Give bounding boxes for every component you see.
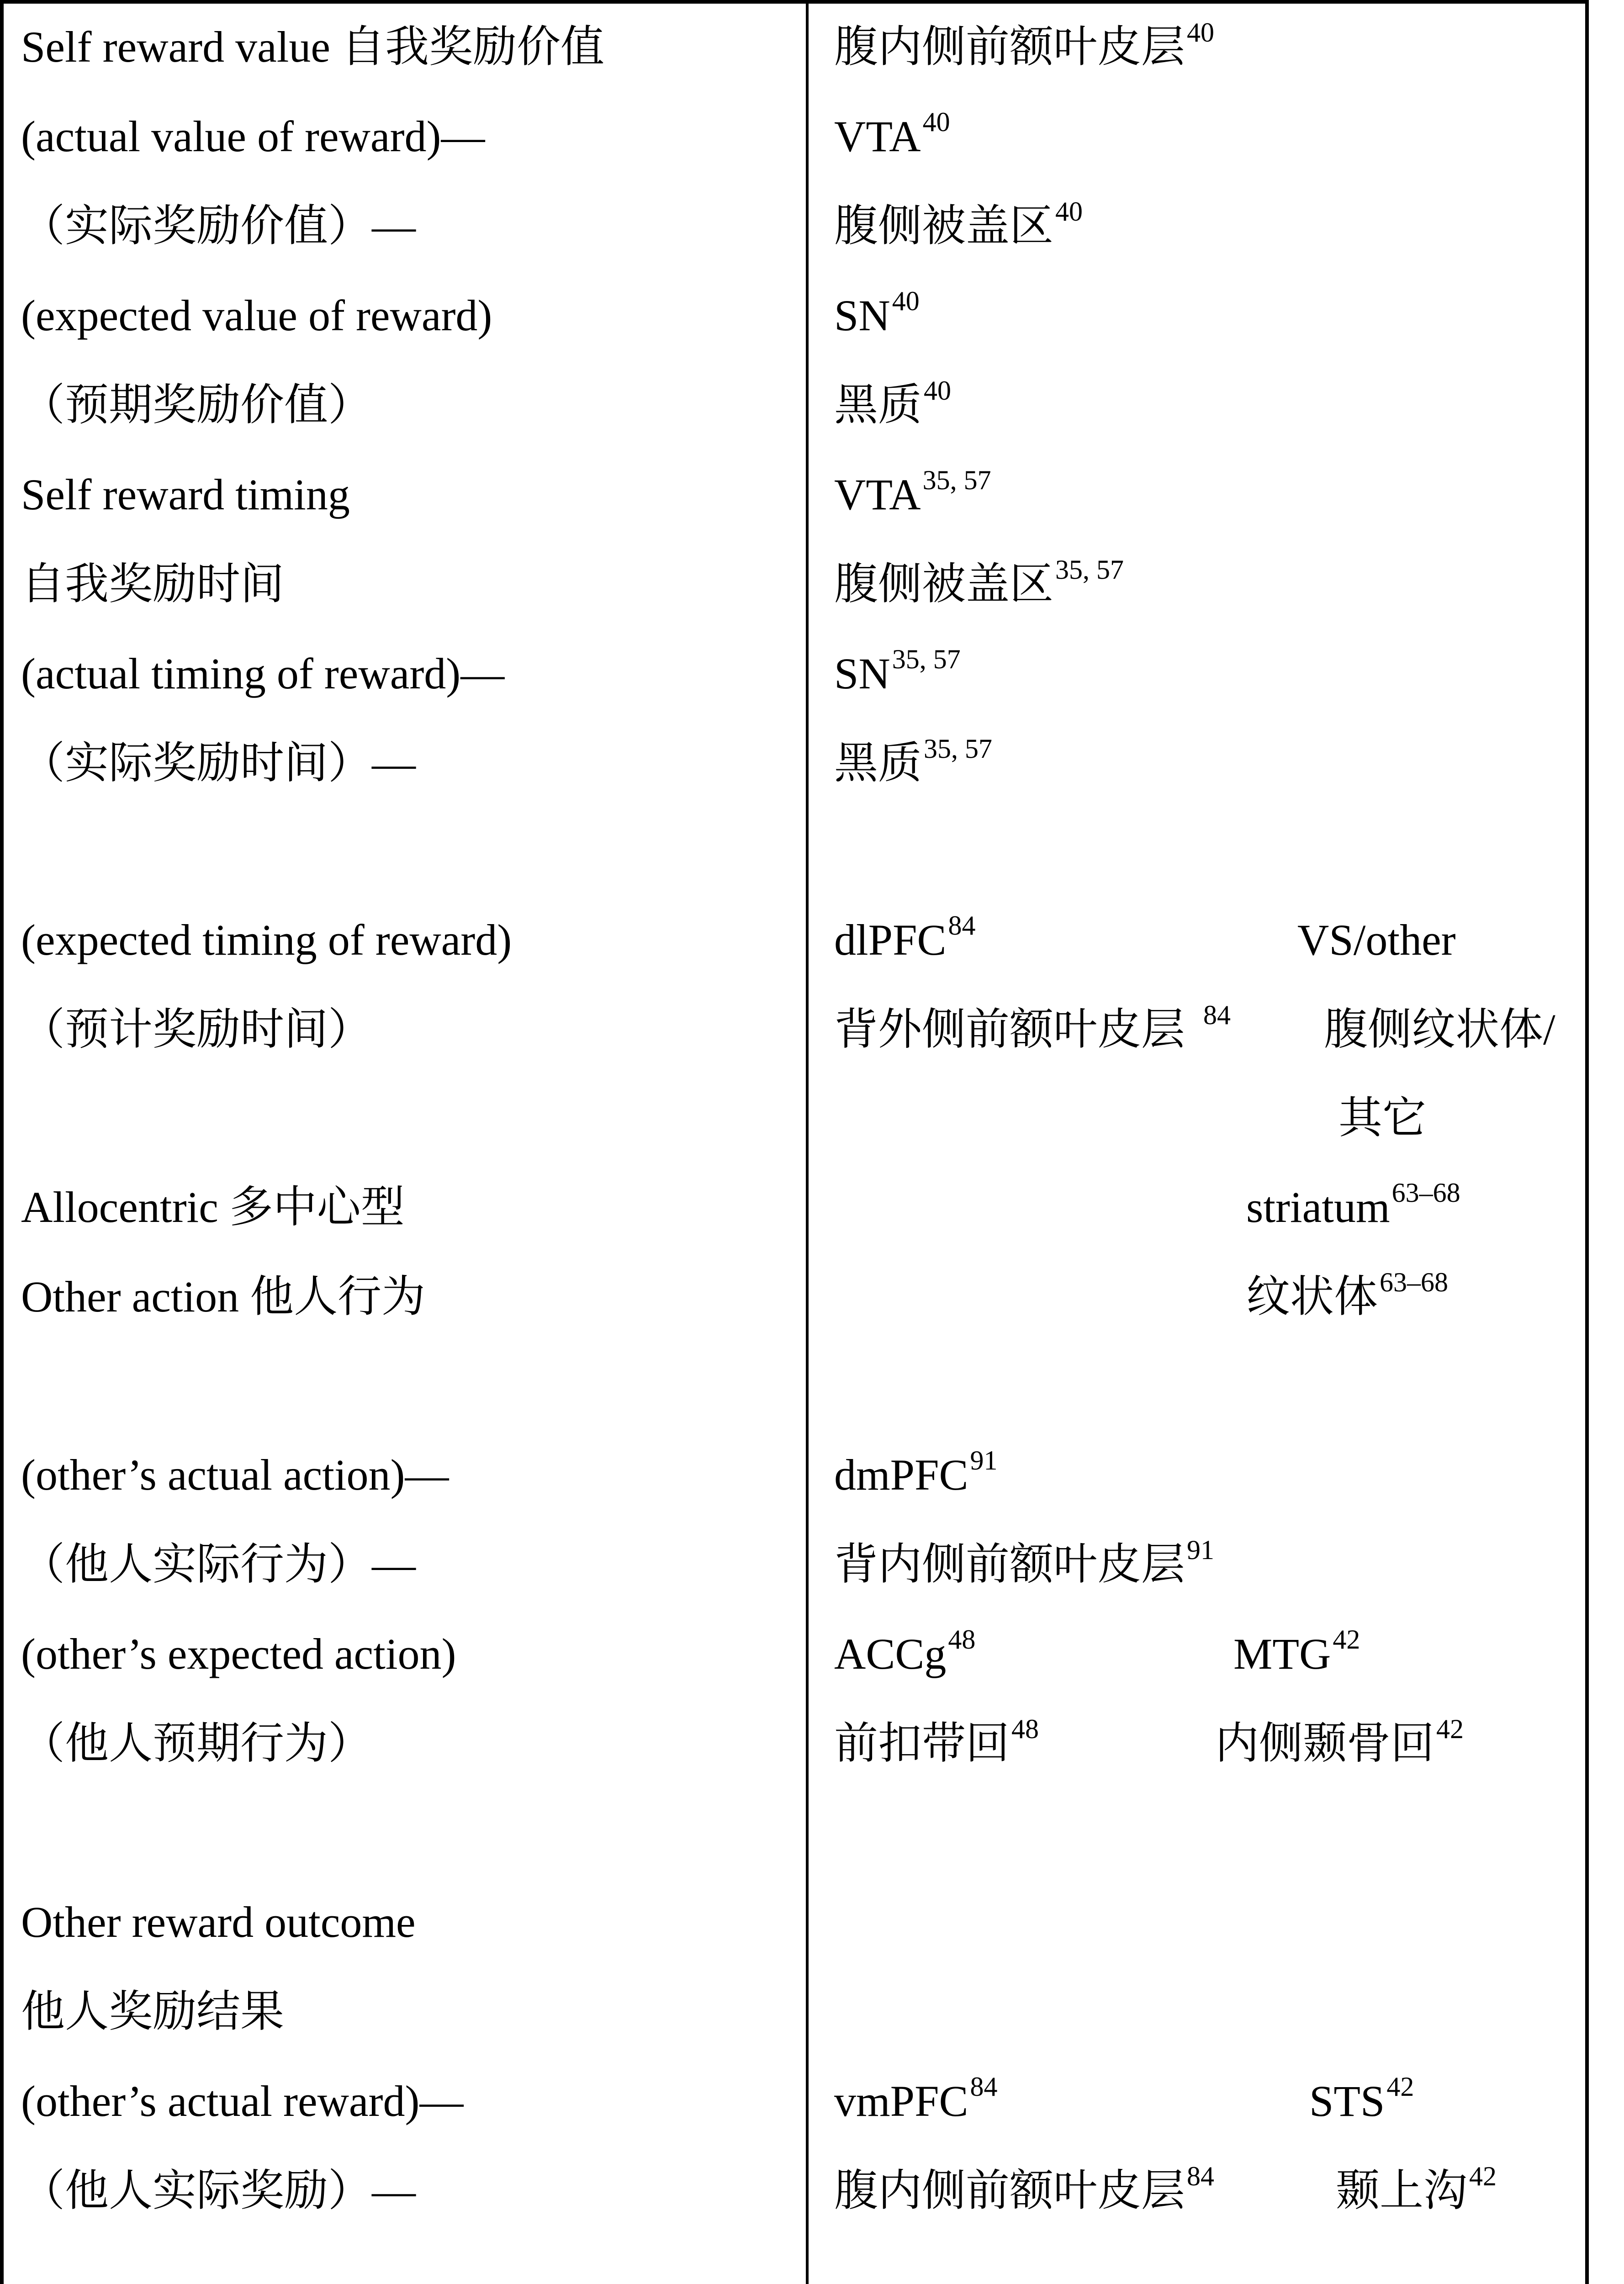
region-entry: MTG$^{42}$ bbox=[1233, 1624, 1360, 1678]
label-line: (expected value of reward) bbox=[21, 291, 492, 340]
region-entry: STS$^{42}$ bbox=[1309, 2072, 1414, 2125]
region-entry: 腹内侧前额叶皮层$^{84}$ bbox=[834, 2161, 1214, 2215]
label-line: （实际奖励价值）— bbox=[21, 201, 416, 250]
reference-superscript: 40 bbox=[924, 375, 951, 406]
region-entry: 背外侧前额叶皮层 $^{84}$ bbox=[834, 1000, 1231, 1054]
reference-superscript: 84 bbox=[970, 2072, 998, 2102]
reference-superscript: 35, 57 bbox=[924, 734, 992, 764]
region-entry: 颞上沟$^{42}$ bbox=[1336, 2161, 1497, 2215]
label-line: 自我奖励时间 bbox=[21, 560, 284, 608]
label-line: （预期奖励价值） bbox=[21, 381, 372, 429]
region-entry: SN$^{35, 57}$ bbox=[834, 644, 961, 698]
reference-superscript: 40 bbox=[1055, 196, 1083, 227]
label-line: (other’s expected action) bbox=[21, 1629, 456, 1678]
label-line: (other’s actual reward)— bbox=[21, 2077, 464, 2125]
reference-superscript: 42 bbox=[1436, 1714, 1464, 1744]
region-entry: SN$^{40}$ bbox=[834, 286, 920, 340]
reference-superscript: 63–68 bbox=[1391, 1178, 1460, 1208]
region-entry: vmPFC$^{84}$ bbox=[834, 2072, 998, 2125]
region-entry: 纹状体$^{63-68}$ bbox=[1246, 1267, 1448, 1321]
label-line: Self reward value 自我奖励价值 bbox=[21, 22, 605, 71]
region-entry: 黑质$^{35, 57}$ bbox=[834, 734, 992, 788]
region-entry: VTA$^{40}$ bbox=[834, 107, 950, 161]
region-entry: 腹侧被盖区$^{40}$ bbox=[834, 196, 1083, 250]
region-entry: 黑质$^{40}$ bbox=[834, 375, 951, 429]
reference-superscript: 48 bbox=[1011, 1714, 1039, 1744]
reference-superscript: 63–68 bbox=[1380, 1267, 1448, 1297]
label-line: (actual timing of reward)— bbox=[21, 649, 505, 698]
region-entry: 腹侧被盖区$^{35, 57}$ bbox=[834, 555, 1124, 608]
region-entry: striatum$^{63-68}$ bbox=[1246, 1178, 1460, 1232]
reference-superscript: 48 bbox=[948, 1624, 976, 1655]
region-entry: dmPFC$^{91}$ bbox=[834, 1445, 998, 1499]
reference-superscript: 40 bbox=[892, 286, 920, 316]
reference-superscript: 35, 57 bbox=[892, 644, 961, 674]
reference-superscript: 84 bbox=[948, 910, 976, 941]
region-entry: 腹侧纹状体/ bbox=[1324, 1005, 1555, 1054]
region-entry: 内侧颞骨回$^{42}$ bbox=[1215, 1714, 1464, 1768]
region-entry: dlPFC$^{84}$ bbox=[834, 910, 976, 964]
region-entry: ACCg$^{48}$ bbox=[834, 1624, 976, 1678]
reference-superscript: 35, 57 bbox=[922, 465, 991, 495]
region-entry: 其它 bbox=[1338, 1094, 1426, 1142]
reference-superscript: 91 bbox=[1187, 1535, 1214, 1565]
reference-superscript: 84 bbox=[1187, 2161, 1214, 2191]
reference-superscript: 42 bbox=[1333, 1624, 1360, 1655]
reference-superscript: 42 bbox=[1386, 2072, 1414, 2102]
reference-superscript: 40 bbox=[1187, 17, 1214, 48]
label-line: （实际奖励时间）— bbox=[21, 739, 416, 788]
label-line: (expected timing of reward) bbox=[21, 915, 512, 964]
reference-superscript: 42 bbox=[1469, 2161, 1497, 2191]
label-line: （他人预期行为） bbox=[21, 1719, 372, 1768]
region-entry: VS/other bbox=[1297, 915, 1456, 964]
reference-superscript: 84 bbox=[1203, 1000, 1231, 1030]
reference-superscript: 40 bbox=[922, 107, 950, 137]
label-line: Other action 他人行为 bbox=[21, 1272, 426, 1321]
label-line: （他人实际行为）— bbox=[21, 1540, 416, 1589]
label-line: (other’s actual action)— bbox=[21, 1450, 449, 1499]
label-line: (actual value of reward)— bbox=[21, 112, 485, 161]
label-line: Self reward timing bbox=[21, 470, 350, 519]
region-entry: 背内侧前额叶皮层$^{91}$ bbox=[834, 1535, 1214, 1589]
region-entry: 前扣带回$^{48}$ bbox=[834, 1714, 1039, 1768]
label-line: （预计奖励时间） bbox=[21, 1005, 372, 1054]
reference-superscript: 91 bbox=[970, 1445, 998, 1475]
label-line: Other reward outcome bbox=[21, 1898, 416, 1946]
label-line: （他人实际奖励）— bbox=[21, 2166, 416, 2215]
reference-superscript: 35, 57 bbox=[1055, 555, 1124, 585]
column-divider bbox=[806, 0, 809, 2284]
label-line: 他人奖励结果 bbox=[21, 1987, 284, 2036]
region-entry: VTA$^{35, 57}$ bbox=[834, 465, 991, 519]
region-entry: 腹内侧前额叶皮层$^{40}$ bbox=[834, 17, 1214, 71]
label-line: Allocentric 多中心型 bbox=[21, 1183, 405, 1232]
